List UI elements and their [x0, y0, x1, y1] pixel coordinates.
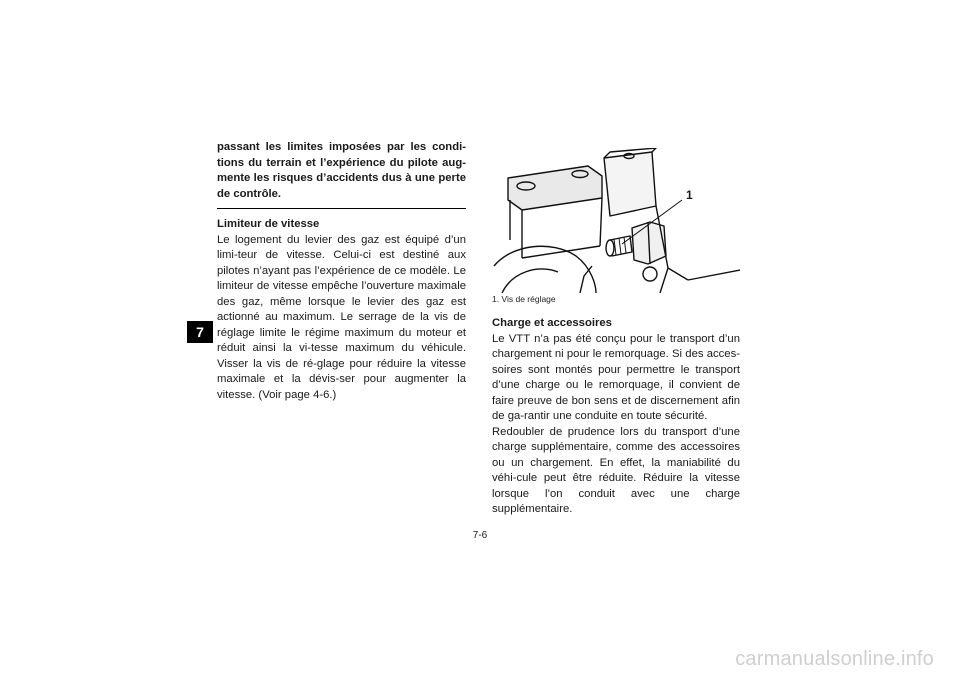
- warning-divider: [217, 208, 466, 209]
- chapter-tab: 7: [187, 321, 213, 343]
- section-title-load-accessories: Charge et accessoires: [492, 317, 612, 329]
- callout-number: 1: [686, 188, 693, 202]
- adjusting-screw-illustration: [492, 148, 740, 293]
- page-number: 7-6: [472, 530, 488, 541]
- speed-limiter-body: Le logement du levier des gaz est équipé d’un limi-teur de vitesse. Celui-ci est destiné aux pilotes n’ayant pas l’expérience de ce modèle. Le limiteur de vitesse empêche l’ouverture maximale des gaz, même lorsque le levier des gaz est actionné au maximum. Le serrage de la vis de réglage limite le régime maximum du moteur et réduit ainsi la vi-tesse maximum du véhicule. Visser la vis de ré-glage pour réduire la vitesse maximale et la dévis-ser pour augmenter la vitesse. (Voir page 4-6.): [217, 233, 466, 401]
- section-title-speed-limiter: Limiteur de vitesse: [217, 218, 320, 230]
- right-column: [492, 316, 740, 518]
- load-paragraph-1: Le VTT n’a pas été conçu pour le transport d’un chargement ni pour le remorquage. Si des acces-soires sont montés pour permettre le transport d’une charge ou le remorquage, il convient de faire preuve de bon sens et de discernement afin de ga-rantir une conduite en toute sécurité.: [492, 332, 740, 422]
- watermark: carmanualsonline.info: [735, 648, 934, 670]
- load-paragraph-2: Redoubler de prudence lors du transport d’une charge supplémentaire, comme des accessoires ou un chargement. En effet, la maniabilité du véhi-cule peut être réduite. Réduire la vitesse lorsque l’on conduit avec une charge supplémentaire.: [492, 425, 740, 515]
- left-column: [217, 140, 466, 403]
- warning-text: passant les limites imposées par les condi-tions du terrain et l’expérience du pilote aug-mente les risques d’accidents dus à une perte de contrôle.: [217, 141, 466, 200]
- figure-caption: 1. Vis de réglage: [492, 294, 556, 304]
